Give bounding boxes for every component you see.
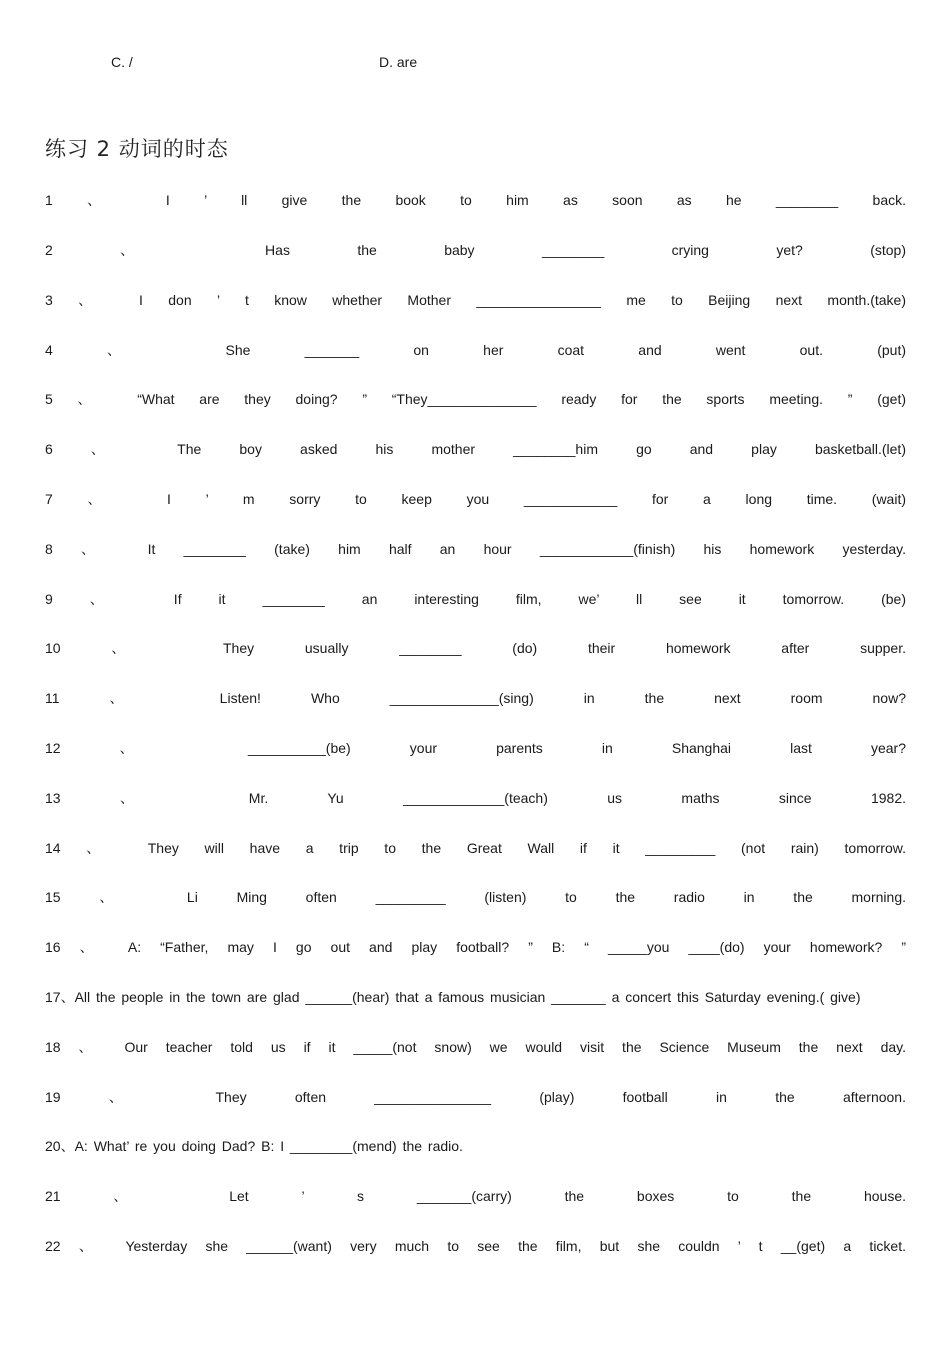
- question-4: 4 、 She _______ on her coat and went out. (put): [45, 342, 906, 358]
- question-19: 19 、 They often _______________ (play) football in the afternoon.: [45, 1089, 906, 1105]
- question-15: 15 、 Li Ming often _________ (listen) to the radio in the morning.: [45, 889, 906, 905]
- question-8: 8 、 It ________ (take) him half an hour ____________(finish) his homework yesterday.: [45, 541, 906, 557]
- question-5: 5 、 “What are they doing? ” “They______________ ready for the sports meeting. ” (get): [45, 391, 906, 407]
- question-6: 6 、 The boy asked his mother ________him go and play basketball.(let): [45, 441, 906, 457]
- question-3: 3 、 I don ’ t know whether Mother ________________ me to Beijing next month.(take): [45, 292, 906, 308]
- question-21: 21 、 Let ’ s _______(carry) the boxes to the house.: [45, 1188, 906, 1204]
- question-12: 12 、 __________(be) your parents in Shanghai last year?: [45, 740, 906, 756]
- question-11: 11 、 Listen! Who ______________(sing) in the next room now?: [45, 690, 906, 706]
- section-title: 练习 2 动词的时态: [45, 137, 229, 161]
- question-18: 18 、 Our teacher told us if it _____(not snow) we would visit the Science Museum the next day.: [45, 1039, 906, 1055]
- question-9: 9 、 If it ________ an interesting film, we’ ll see it tomorrow. (be): [45, 591, 906, 607]
- question-2: 2 、 Has the baby ________ crying yet? (stop): [45, 242, 906, 258]
- question-7: 7 、 I ’ m sorry to keep you ____________ for a long time. (wait): [45, 491, 906, 507]
- question-17: 17、All the people in the town are glad ______(hear) that a famous musician _______ a concert this Saturday evening.( give): [45, 989, 861, 1005]
- question-16: 16 、 A: “Father, may I go out and play football? ” B: “ _____you ____(do) your homework? ”: [45, 939, 906, 955]
- question-22: 22 、 Yesterday she ______(want) very much to see the film, but she couldn ’ t __(get) a ticket.: [45, 1238, 906, 1254]
- question-13: 13 、 Mr. Yu _____________(teach) us maths since 1982.: [45, 790, 906, 806]
- question-14: 14 、 They will have a trip to the Great Wall if it _________ (not rain) tomorrow.: [45, 840, 906, 856]
- question-1: 1 、 I ’ ll give the book to him as soon as he ________ back.: [45, 192, 906, 208]
- option-c: C. /: [111, 54, 133, 70]
- question-20: 20、A: What’ re you doing Dad? B: I ________(mend) the radio.: [45, 1138, 463, 1154]
- question-10: 10 、 They usually ________ (do) their homework after supper.: [45, 640, 906, 656]
- answer-options: [0, 54, 950, 74]
- option-d: D. are: [379, 54, 418, 70]
